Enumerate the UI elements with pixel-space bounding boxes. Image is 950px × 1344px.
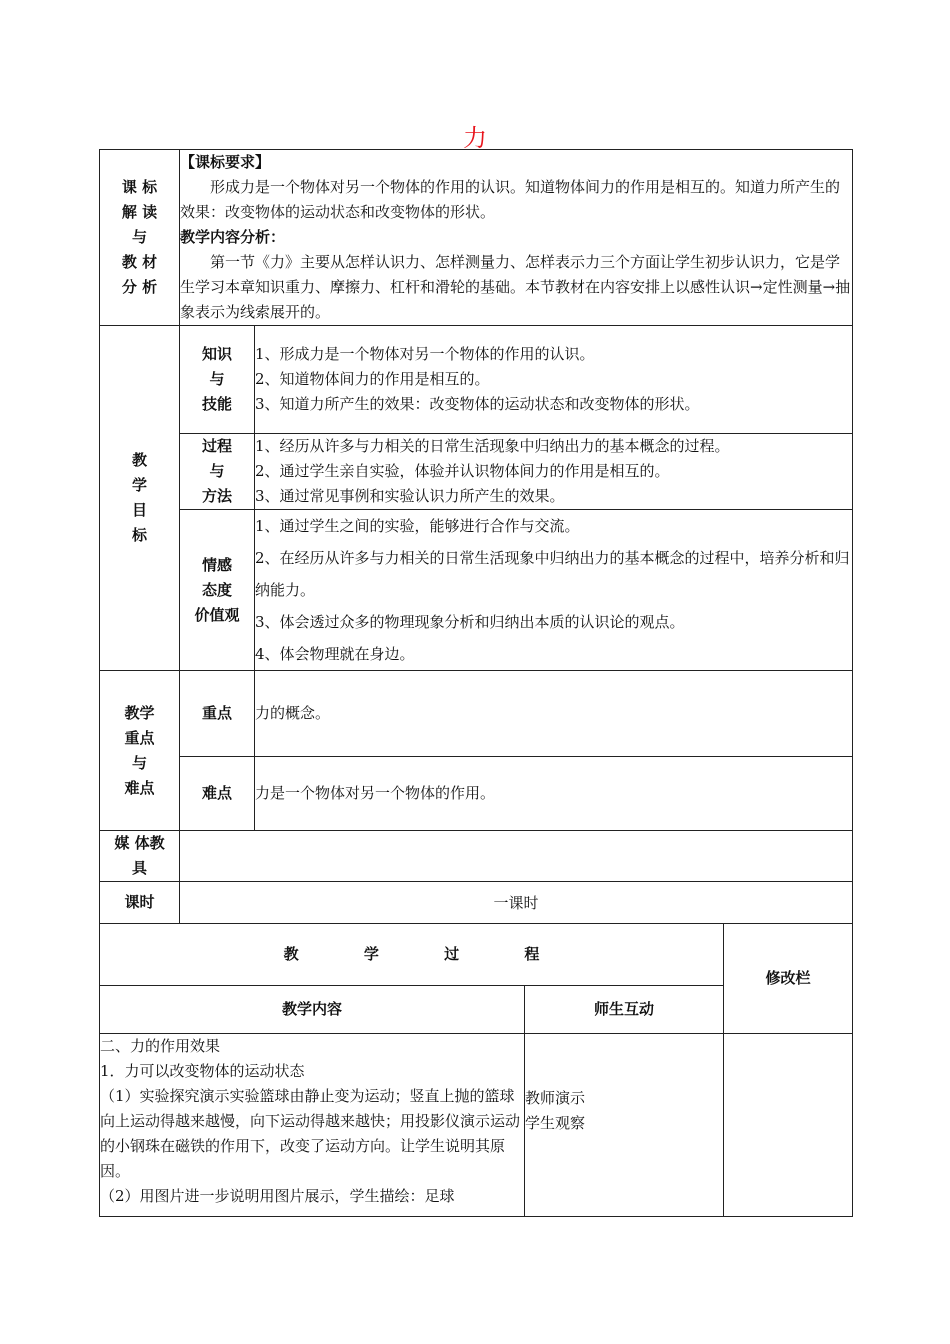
analysis-text: 第一节《力》主要从怎样认识力、怎样测量力、怎样表示力三个方面让学生初步认识力，它是学生学习本章知识重力、摩擦力、杠杆和滑轮的基础。本节教材在内容安排上以感性认识→定性测量→抽象表示为线索展开的。 — [180, 253, 851, 321]
interaction-heading: 师生互动 — [525, 986, 724, 1034]
list-item: 3、体会透过众多的物理现象分析和归纳出本质的认识论的观点。 — [255, 613, 685, 631]
emotion-label: 情感 态度 价值观 — [180, 510, 255, 671]
list-item: 2、知道物体间力的作用是相互的。 — [255, 370, 490, 388]
list-item: 1、形成力是一个物体对另一个物体的作用的认识。 — [255, 345, 595, 363]
media-value — [180, 831, 853, 882]
key-point-label: 重点 — [180, 671, 255, 757]
hours-label: 课时 — [100, 882, 180, 924]
knowledge-items — [255, 326, 853, 434]
analysis-heading: 教学内容分析： — [180, 228, 286, 246]
requirement-text: 形成力是一个物体对另一个物体的作用的认识。知道物体间力的作用是相互的。知道力所产生的效果：改变物体的运动状态和改变物体的形状。 — [180, 178, 841, 221]
difficult-point-row — [100, 757, 853, 831]
process-heading: 教 学 过 程 — [283, 945, 570, 963]
hours-row — [100, 882, 853, 924]
lesson-plan-table — [99, 149, 853, 1217]
list-item: 1、通过学生之间的实验，能够进行合作与交流。 — [255, 517, 580, 535]
focus-label: 教学 重点 与 难点 — [100, 671, 180, 831]
knowledge-label: 知识 与 技能 — [180, 326, 255, 434]
difficult-point-text: 力是一个物体对另一个物体的作用。 — [255, 757, 853, 831]
revision-content — [724, 1034, 853, 1217]
process-items — [255, 434, 853, 510]
list-item: 2、在经历从许多与力相关的日常生活现象中归纳出力的基本概念的过程中，培养分析和归纳能力。 — [255, 549, 850, 599]
interaction-line: 教师演示 — [525, 1089, 586, 1107]
key-point-text: 力的概念。 — [255, 671, 853, 757]
interaction-content — [525, 1034, 724, 1217]
key-point-row — [100, 671, 853, 757]
objectives-label: 教 学 目 标 — [100, 326, 180, 671]
difficult-point-label: 难点 — [180, 757, 255, 831]
revision-heading: 修改栏 — [724, 924, 853, 1034]
list-item: 2、通过学生亲自实验，体验并认识物体间力的作用是相互的。 — [255, 462, 670, 480]
list-item: 3、知道力所产生的效果：改变物体的运动状态和改变物体的形状。 — [255, 395, 700, 413]
emotion-items — [255, 510, 853, 671]
lesson-line: 二、力的作用效果 — [100, 1037, 221, 1055]
objective-emotion-row — [100, 510, 853, 671]
lesson-content — [100, 1034, 525, 1217]
curriculum-label: 课 标 解 读 与 教 材 分 析 — [100, 150, 180, 326]
list-item: 1、经历从许多与力相关的日常生活现象中归纳出力的基本概念的过程。 — [255, 437, 730, 455]
lesson-line: （2）用图片进一步说明用图片展示，学生描绘：足球 — [100, 1187, 455, 1205]
list-item: 4、体会物理就在身边。 — [255, 645, 415, 663]
media-label: 媒 体教 具 — [100, 831, 180, 882]
interaction-line: 学生观察 — [525, 1114, 586, 1132]
hours-value: 一课时 — [180, 882, 853, 924]
objective-process-row — [100, 434, 853, 510]
lesson-line: 1．力可以改变物体的运动状态 — [100, 1062, 305, 1080]
requirement-heading: 【课标要求】 — [180, 153, 271, 171]
media-row — [100, 831, 853, 882]
process-heading-row — [100, 924, 853, 986]
process-heading-cell — [100, 924, 724, 986]
process-content-row — [100, 1034, 853, 1217]
page-title: 力 — [463, 124, 487, 152]
curriculum-row — [100, 150, 853, 326]
list-item: 3、通过常见事例和实验认识力所产生的效果。 — [255, 487, 565, 505]
lesson-line: （1）实验探究演示实验篮球由静止变为运动；竖直上抛的篮球向上运动得越来越慢，向下运动得越来越快；用投影仪演示运动的小钢珠在磁铁的作用下，改变了运动方向。让学生说明其原因。 — [100, 1087, 521, 1180]
content-heading: 教学内容 — [100, 986, 525, 1034]
objective-knowledge-row — [100, 326, 853, 434]
curriculum-content — [180, 150, 853, 326]
process-label: 过程 与 方法 — [180, 434, 255, 510]
